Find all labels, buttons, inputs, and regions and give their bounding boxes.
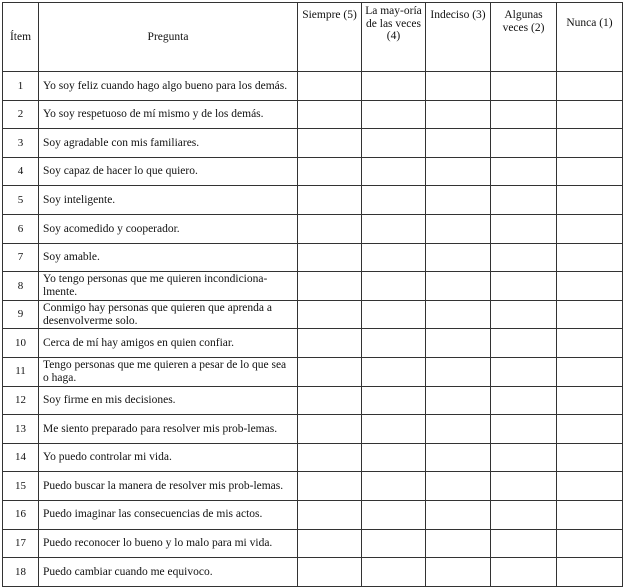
answer-cell-never bbox=[557, 529, 623, 558]
answer-cell-never bbox=[557, 100, 623, 129]
answer-cell-sometimes bbox=[491, 357, 557, 386]
question-text: Soy agradable con mis familiares. bbox=[39, 129, 298, 158]
answer-cell-always bbox=[298, 443, 362, 472]
header-sometimes: Algunas veces (2) bbox=[491, 3, 557, 72]
answer-cell-undecided bbox=[426, 129, 491, 158]
table-row bbox=[3, 72, 623, 101]
answer-cell-sometimes bbox=[491, 386, 557, 415]
answer-cell-undecided bbox=[426, 157, 491, 186]
answer-cell-sometimes bbox=[491, 129, 557, 158]
answer-cell-always bbox=[298, 329, 362, 358]
table-row bbox=[3, 214, 623, 243]
item-number: 16 bbox=[3, 500, 39, 529]
table-row bbox=[3, 529, 623, 558]
answer-cell-most-times bbox=[362, 129, 426, 158]
table-row bbox=[3, 157, 623, 186]
answer-cell-undecided bbox=[426, 243, 491, 272]
answer-cell-undecided bbox=[426, 386, 491, 415]
answer-cell-undecided bbox=[426, 357, 491, 386]
answer-cell-never bbox=[557, 500, 623, 529]
question-text: Puedo imaginar las consecuencias de mis actos. bbox=[39, 500, 298, 529]
answer-cell-always bbox=[298, 558, 362, 587]
question-text: Puedo cambiar cuando me equivoco. bbox=[39, 558, 298, 587]
answer-cell-never bbox=[557, 300, 623, 329]
header-item: Ítem bbox=[3, 3, 39, 72]
answer-cell-sometimes bbox=[491, 558, 557, 587]
answer-cell-never bbox=[557, 329, 623, 358]
item-number: 9 bbox=[3, 300, 39, 329]
table-row bbox=[3, 386, 623, 415]
answer-cell-never bbox=[557, 272, 623, 301]
item-number: 13 bbox=[3, 415, 39, 444]
answer-cell-undecided bbox=[426, 100, 491, 129]
answer-cell-most-times bbox=[362, 100, 426, 129]
table-row bbox=[3, 443, 623, 472]
item-number: 4 bbox=[3, 157, 39, 186]
table-row bbox=[3, 300, 623, 329]
answer-cell-undecided bbox=[426, 186, 491, 215]
answer-cell-always bbox=[298, 500, 362, 529]
answer-cell-never bbox=[557, 558, 623, 587]
answer-cell-most-times bbox=[362, 72, 426, 101]
table-row bbox=[3, 186, 623, 215]
answer-cell-sometimes bbox=[491, 472, 557, 501]
answer-cell-most-times bbox=[362, 500, 426, 529]
answer-cell-most-times bbox=[362, 529, 426, 558]
item-number: 5 bbox=[3, 186, 39, 215]
table-row bbox=[3, 129, 623, 158]
answer-cell-always bbox=[298, 272, 362, 301]
answer-cell-undecided bbox=[426, 529, 491, 558]
header-never: Nunca (1) bbox=[557, 3, 623, 72]
answer-cell-never bbox=[557, 357, 623, 386]
answer-cell-always bbox=[298, 243, 362, 272]
answer-cell-sometimes bbox=[491, 500, 557, 529]
answer-cell-never bbox=[557, 214, 623, 243]
answer-cell-never bbox=[557, 415, 623, 444]
table-row bbox=[3, 329, 623, 358]
item-number: 8 bbox=[3, 272, 39, 301]
question-text: Me siento preparado para resolver mis prob-lemas. bbox=[39, 415, 298, 444]
answer-cell-never bbox=[557, 386, 623, 415]
question-text: Puedo buscar la manera de resolver mis prob-lemas. bbox=[39, 472, 298, 501]
answer-cell-never bbox=[557, 72, 623, 101]
answer-cell-always bbox=[298, 129, 362, 158]
table-row bbox=[3, 472, 623, 501]
header-row bbox=[3, 3, 623, 72]
answer-cell-never bbox=[557, 129, 623, 158]
question-text: Soy acomedido y cooperador. bbox=[39, 214, 298, 243]
answer-cell-always bbox=[298, 300, 362, 329]
answer-cell-never bbox=[557, 443, 623, 472]
table-row bbox=[3, 272, 623, 301]
header-undecided: Indeciso (3) bbox=[426, 3, 491, 72]
answer-cell-always bbox=[298, 357, 362, 386]
answer-cell-never bbox=[557, 472, 623, 501]
answer-cell-sometimes bbox=[491, 243, 557, 272]
question-text: Puedo reconocer lo bueno y lo malo para mi vida. bbox=[39, 529, 298, 558]
question-text: Yo puedo controlar mi vida. bbox=[39, 443, 298, 472]
answer-cell-undecided bbox=[426, 300, 491, 329]
answer-cell-sometimes bbox=[491, 100, 557, 129]
question-text: Conmigo hay personas que quieren que aprenda a desenvolverme solo. bbox=[39, 300, 298, 329]
answer-cell-most-times bbox=[362, 243, 426, 272]
table-row bbox=[3, 357, 623, 386]
table-row bbox=[3, 243, 623, 272]
answer-cell-most-times bbox=[362, 186, 426, 215]
answer-cell-always bbox=[298, 529, 362, 558]
answer-cell-sometimes bbox=[491, 300, 557, 329]
answer-cell-undecided bbox=[426, 500, 491, 529]
answer-cell-most-times bbox=[362, 558, 426, 587]
header-question: Pregunta bbox=[39, 3, 298, 72]
question-text: Yo soy respetuoso de mí mismo y de los demás. bbox=[39, 100, 298, 129]
answer-cell-undecided bbox=[426, 472, 491, 501]
answer-cell-most-times bbox=[362, 329, 426, 358]
answer-cell-sometimes bbox=[491, 214, 557, 243]
question-text: Yo soy feliz cuando hago algo bueno para los demás. bbox=[39, 72, 298, 101]
answer-cell-undecided bbox=[426, 72, 491, 101]
item-number: 12 bbox=[3, 386, 39, 415]
item-number: 18 bbox=[3, 558, 39, 587]
item-number: 17 bbox=[3, 529, 39, 558]
question-text: Cerca de mí hay amigos en quien confiar. bbox=[39, 329, 298, 358]
answer-cell-sometimes bbox=[491, 329, 557, 358]
item-number: 6 bbox=[3, 214, 39, 243]
header-most-times: La may-oría de las veces (4) bbox=[362, 3, 426, 72]
answer-cell-always bbox=[298, 386, 362, 415]
answer-cell-undecided bbox=[426, 214, 491, 243]
answer-cell-always bbox=[298, 100, 362, 129]
answer-cell-sometimes bbox=[491, 72, 557, 101]
item-number: 1 bbox=[3, 72, 39, 101]
item-number: 10 bbox=[3, 329, 39, 358]
item-number: 2 bbox=[3, 100, 39, 129]
question-text: Soy inteligente. bbox=[39, 186, 298, 215]
answer-cell-most-times bbox=[362, 415, 426, 444]
answer-cell-sometimes bbox=[491, 443, 557, 472]
answer-cell-never bbox=[557, 157, 623, 186]
answer-cell-most-times bbox=[362, 357, 426, 386]
answer-cell-undecided bbox=[426, 329, 491, 358]
item-number: 7 bbox=[3, 243, 39, 272]
question-text: Yo tengo personas que me quieren incondiciona-lmente. bbox=[39, 272, 298, 301]
item-number: 15 bbox=[3, 472, 39, 501]
answer-cell-most-times bbox=[362, 472, 426, 501]
item-number: 3 bbox=[3, 129, 39, 158]
answer-cell-always bbox=[298, 472, 362, 501]
answer-cell-undecided bbox=[426, 272, 491, 301]
answer-cell-always bbox=[298, 72, 362, 101]
answer-cell-never bbox=[557, 186, 623, 215]
answer-cell-most-times bbox=[362, 386, 426, 415]
answer-cell-never bbox=[557, 243, 623, 272]
answer-cell-sometimes bbox=[491, 415, 557, 444]
answer-cell-always bbox=[298, 186, 362, 215]
table-row bbox=[3, 500, 623, 529]
table-row bbox=[3, 415, 623, 444]
answer-cell-sometimes bbox=[491, 272, 557, 301]
answer-cell-always bbox=[298, 214, 362, 243]
questionnaire-table bbox=[2, 2, 623, 587]
table-row bbox=[3, 100, 623, 129]
answer-cell-sometimes bbox=[491, 157, 557, 186]
question-text: Soy firme en mis decisiones. bbox=[39, 386, 298, 415]
table-row bbox=[3, 558, 623, 587]
answer-cell-most-times bbox=[362, 214, 426, 243]
answer-cell-most-times bbox=[362, 157, 426, 186]
answer-cell-most-times bbox=[362, 443, 426, 472]
answer-cell-undecided bbox=[426, 415, 491, 444]
answer-cell-sometimes bbox=[491, 529, 557, 558]
question-text: Soy capaz de hacer lo que quiero. bbox=[39, 157, 298, 186]
answer-cell-most-times bbox=[362, 272, 426, 301]
item-number: 14 bbox=[3, 443, 39, 472]
header-always: Siempre (5) bbox=[298, 3, 362, 72]
answer-cell-most-times bbox=[362, 300, 426, 329]
question-text: Soy amable. bbox=[39, 243, 298, 272]
question-text: Tengo personas que me quieren a pesar de lo que sea o haga. bbox=[39, 357, 298, 386]
answer-cell-sometimes bbox=[491, 186, 557, 215]
answer-cell-undecided bbox=[426, 558, 491, 587]
item-number: 11 bbox=[3, 357, 39, 386]
answer-cell-always bbox=[298, 157, 362, 186]
answer-cell-undecided bbox=[426, 443, 491, 472]
answer-cell-always bbox=[298, 415, 362, 444]
